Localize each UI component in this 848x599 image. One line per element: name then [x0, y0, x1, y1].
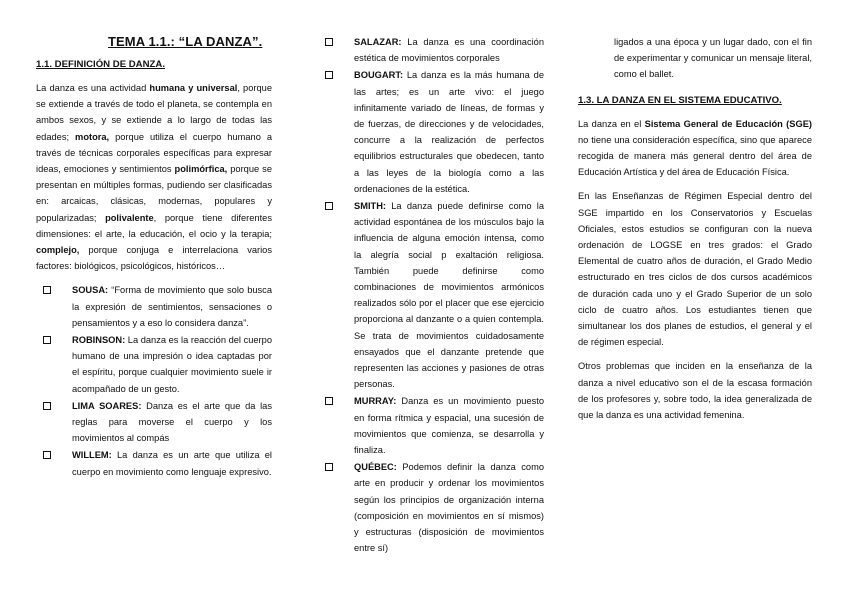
text-run: , porque se extiende a través de todo el planeta, se contempla en ambos sexos, y se extiende a lo largo de todas las edades; — [36, 83, 272, 142]
paragraph-sge — [578, 116, 812, 181]
definition-item — [42, 332, 272, 397]
author-name: SOUSA: — [72, 285, 109, 296]
checkbox-bullet-icon — [325, 38, 333, 46]
author-name: QUÉBEC: — [354, 462, 397, 473]
bold-term: polivalente — [105, 212, 154, 223]
section-heading-1-1: 1.1. DEFINICIÓN DE DANZA. — [36, 59, 165, 70]
author-name: BOUGART: — [354, 70, 404, 81]
author-name: ROBINSON: — [72, 335, 126, 346]
definition-continuation: ligados a una época y un lugar dado, con el fin de experimentar y comunicar un mensaje literal, como el ballet. — [614, 37, 812, 80]
column-left — [36, 34, 272, 481]
definition-item — [42, 398, 272, 447]
checkbox-bullet-icon — [43, 451, 51, 459]
checkbox-bullet-icon — [325, 463, 333, 471]
definition-item — [42, 447, 272, 479]
author-name: SALAZAR: — [354, 37, 402, 47]
definition-list — [36, 282, 272, 479]
checkbox-bullet-icon — [43, 402, 51, 410]
checkbox-bullet-icon — [325, 397, 333, 405]
page-title: TEMA 1.1.: “LA DANZA”. — [108, 34, 263, 49]
checkbox-bullet-icon — [43, 286, 51, 294]
checkbox-bullet-icon — [43, 336, 51, 344]
author-name: LIMA SOARES: — [72, 400, 142, 411]
definition-item — [324, 393, 544, 458]
checkbox-bullet-icon — [325, 202, 333, 210]
definition-text: La danza es la reacción del cuerpo humano de una impresión o idea captadas por el espíritu, porque cualquier movimiento suele ir acompañado de un gesto. — [72, 335, 272, 394]
definition-item — [324, 459, 544, 556]
bold-term: motora, — [75, 131, 110, 142]
author-name: WILLEM: — [72, 450, 112, 461]
definition-item — [324, 34, 544, 66]
definition-text: “Forma de movimiento que solo busca la expresión de sentimientos, sensaciones o pensamientos y a eso lo considera danza”. — [72, 285, 272, 328]
text-run: porque conjuga e interrelaciona varios factores: biológicos, psicológicos, históricos… — [36, 245, 272, 272]
definition-text: La danza es una coordinación estética de movimientos corporales — [354, 37, 544, 64]
definition-item — [42, 282, 272, 331]
paragraph-otros-problemas: Otros problemas que inciden en la enseñanza de la danza a nivel educativo son el de la escasa formación de los profesores y, sobre todo, la idea generalizada de que la danza es una actividad femenina. — [578, 361, 812, 421]
definition-list — [324, 34, 544, 557]
text-run: no tiene una consideración específica, sino que aparece recogida de manera más general dentro del área de Educación Artística y del área de Educación Física. — [578, 134, 812, 178]
author-name: MURRAY: — [354, 396, 397, 407]
text-run: La danza es una actividad — [36, 83, 150, 93]
checkbox-bullet-icon — [325, 71, 333, 79]
bold-term: complejo, — [36, 245, 80, 256]
text-run: porque se presentan en múltiples formas, pudiendo ser clasificadas en: arcaicas, clásicas, modernas, populares y popularizadas; — [36, 164, 272, 223]
intro-paragraph — [36, 80, 272, 274]
definition-text: Podemos definir la danza como arte en producir y ordenar los movimientos según los principios de organización interna (composición en movimientos en sí mismos) y estructuras (disposición de movimientos entre sí) — [354, 462, 544, 554]
definition-text: La danza puede definirse como la actividad espontánea de los músculos bajo la influencia de alguna emoción intensa, como la alegría social p exaltación religiosa. También puede definirse como combinaciones de movimientos armónicos realizados sólo por el placer que ese ejercicio proporciona al danzante o a quien contempla. Se trata de movimientos cuidadosamente ensayados que el danzante pretende que representen las acciones y pasiones de otras personas. — [354, 201, 544, 390]
column-middle — [324, 34, 544, 558]
text-run: porque utiliza el cuerpo humano a través de técnicas corporales específicas para expresar ideas, emociones y sentimientos — [36, 131, 272, 175]
text-run: La danza en el — [578, 118, 645, 129]
definition-item — [324, 198, 544, 392]
section-heading-1-3: 1.3. LA DANZA EN EL SISTEMA EDUCATIVO. — [578, 94, 782, 106]
definition-item — [324, 67, 544, 197]
definition-text: Danza es un movimiento puesto en forma rítmica y espacial, una sucesión de movimientos que comienza, se desarrolla y finaliza. — [354, 396, 544, 456]
text-run: , porque tiene diferentes dimensiones: el arte, la educación, el ocio y la terapia; — [36, 212, 272, 239]
definition-text: Danza es el arte que da las reglas para moverse el cuerpo y los movimientos al compás — [72, 400, 272, 444]
bold-term: humana y universal — [149, 83, 238, 93]
column-right — [578, 34, 812, 431]
bold-term: polimórfica, — [174, 164, 228, 175]
bold-term: Sistema General de Educación (SGE) — [644, 118, 812, 129]
definition-text: La danza es la más humana de las artes; es un arte vivo: el juego infinitamente variado de líneas, de formas y de fuerzas, de direcciones y de velocidades, concurre a la realización de perfectos equilibrios estructurales que obedecen, tanto a las leyes de la biología como a las ordenaciones de la estética. — [354, 70, 544, 194]
paragraph-regimen-especial: En las Enseñanzas de Régimen Especial dentro del SGE impartido en los Conservatorios y Escuelas Oficiales, estos estudios se configuran con la nueva ordenación de LOGSE en tres grados: el Grado Elemental de cuatro años de duración, el Grado Medio estructurado en tres ciclos de dos cursos académicos de duración cada uno y el Grado Superior de un solo ciclo de cuatro años. Los estudiantes tienen que simultanear los dos planes de estudios, el general y el de régimen especial. — [578, 191, 812, 348]
author-name: SMITH: — [354, 201, 387, 212]
definition-text: La danza es un arte que utiliza el cuerpo en movimiento como lenguaje expresivo. — [72, 450, 272, 477]
